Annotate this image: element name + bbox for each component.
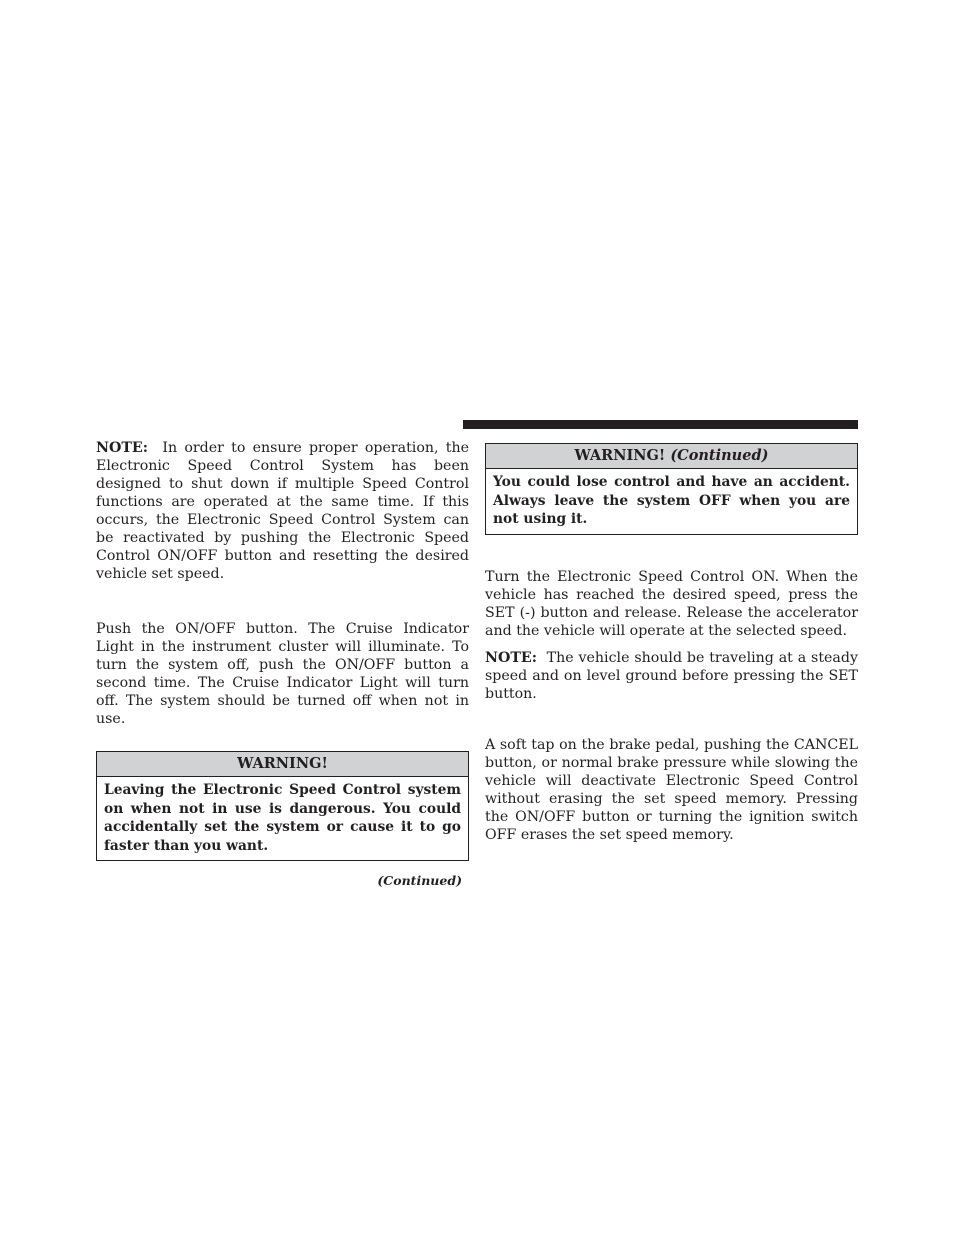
warning-header	[486, 444, 857, 469]
note-text: In order to ensure proper operation, the Electronic Speed Control System has been designed to shut down if multiple Speed Control functions are operated at the same time. If this occurs, the Electronic Speed Control System can be reactivated by pushing the Electronic Speed Control ON/OFF button and resetting the desired vehicle set speed.	[96, 440, 469, 582]
activate-paragraph: Push the ON/OFF button. The Cruise Indicator Light in the instrument cluster will illuminate. To turn the system off, push the ON/OFF button a second time. The Cruise Indicator Light will turn off. The system should be turned off when not in use.	[96, 621, 469, 727]
set-paragraph: Turn the Electronic Speed Control ON. When the vehicle has reached the desired speed, press the SET (-) button and release. Release the accelerator and the vehicle will operate at the selected speed.	[485, 568, 858, 639]
warning-text: Leaving the Electronic Speed Control system on when not in use is dangerous. You could accidentally set the system or cause it to go faster than you want.	[104, 782, 461, 854]
continued-label: (Continued)	[377, 873, 462, 888]
note-label: NOTE:	[96, 440, 148, 456]
warning-box	[96, 751, 469, 861]
warning-box-continued	[485, 443, 858, 535]
note-paragraph	[485, 649, 858, 703]
warning-text: You could lose control and have an accident. Always leave the system OFF when you are not using it.	[493, 474, 850, 527]
warning-header	[97, 752, 468, 777]
deactivate-paragraph: A soft tap on the brake pedal, pushing the CANCEL button, or normal brake pressure while slowing the vehicle will deactivate Electronic Speed Control without erasing the set speed memory. Pressing the ON/OFF button or turning the ignition switch OFF erases the set speed memory.	[485, 736, 858, 843]
note-paragraph	[96, 439, 469, 583]
left-column	[96, 439, 469, 889]
note-text: The vehicle should be traveling at a steady speed and on level ground before pressing the SET button.	[485, 649, 858, 702]
warning-title: WARNING!	[574, 447, 666, 464]
warning-continued-label: (Continued)	[670, 447, 769, 464]
note-label: NOTE:	[485, 649, 537, 666]
warning-title: WARNING!	[237, 755, 328, 772]
right-column	[485, 420, 858, 844]
section-divider-bar	[463, 420, 858, 429]
